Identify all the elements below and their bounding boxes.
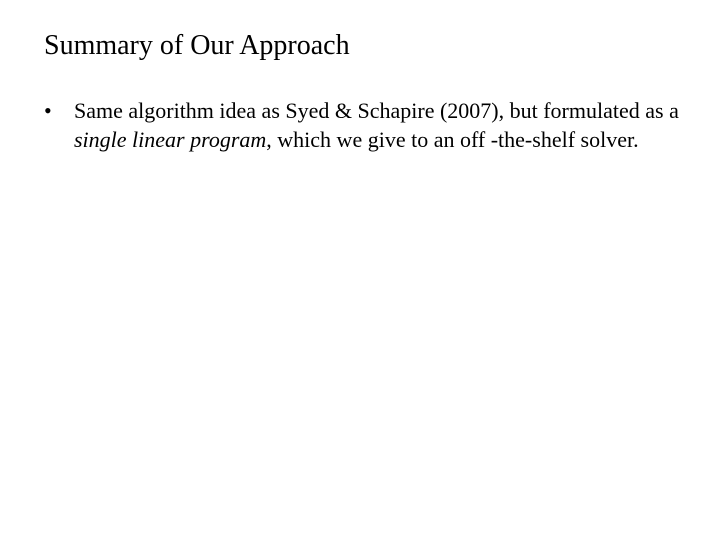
bullet-item (44, 96, 694, 154)
bullet-emphasis: single linear program (74, 127, 267, 152)
bullet-marker: • (44, 98, 52, 123)
bullet-text-before: Same algorithm idea as Syed & Schapire (2007), but formulated as a (74, 98, 679, 123)
bullet-text-after: , which we give to an off -the-shelf solver. (266, 127, 639, 152)
slide-title: Summary of Our Approach (44, 30, 350, 61)
bullet-list (44, 96, 694, 154)
